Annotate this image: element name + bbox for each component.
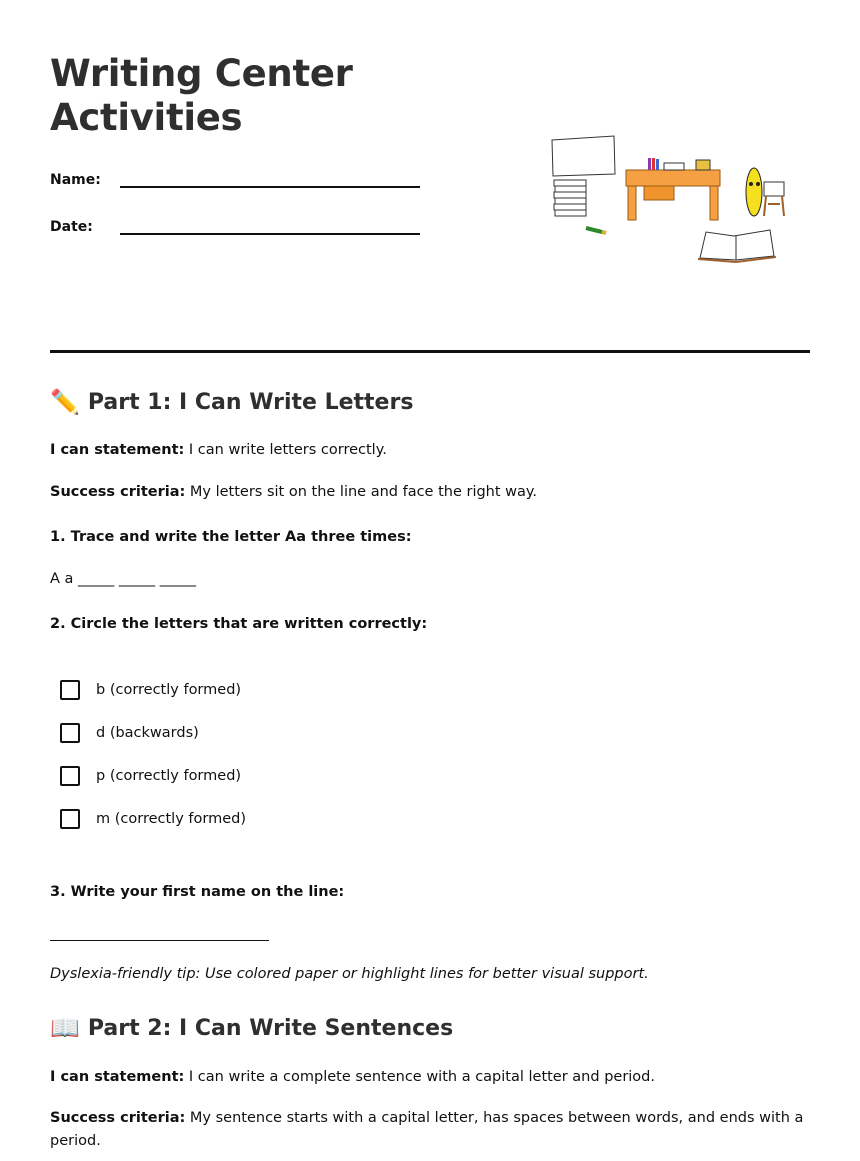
date-label: Date: <box>50 219 93 235</box>
part1-criteria-label: Success criteria: <box>50 484 186 500</box>
option-item <box>60 723 199 743</box>
name-line[interactable] <box>120 166 420 188</box>
part2-title: Part 2: I Can Write Sentences <box>87 1015 454 1041</box>
part2-statement-label: I can statement: <box>50 1069 185 1085</box>
section-divider <box>50 350 810 353</box>
part2-heading <box>50 1014 453 1042</box>
option-label: b (correctly formed) <box>96 682 242 698</box>
page-title <box>50 52 353 140</box>
option-item <box>60 809 246 829</box>
part1-criteria-text: My letters sit on the line and face the right way. <box>185 484 538 500</box>
part1-heading <box>50 388 413 416</box>
name-label: Name: <box>50 172 101 188</box>
question-1: 1. Trace and write the letter Aa three times: <box>50 529 412 545</box>
part2-criteria <box>50 1107 810 1153</box>
part1-title: Part 1: I Can Write Letters <box>87 389 414 415</box>
option-item <box>60 766 241 786</box>
part2-criteria-label: Success criteria: <box>50 1110 186 1126</box>
option-label: m (correctly formed) <box>96 811 246 827</box>
option-label: p (correctly formed) <box>96 768 242 784</box>
part2-statement <box>50 1066 810 1089</box>
checkbox[interactable] <box>60 723 80 743</box>
part1-criteria <box>50 481 810 504</box>
title-line-2: Activities <box>50 96 243 139</box>
name-field-row <box>50 166 420 188</box>
question-3: 3. Write your first name on the line: <box>50 884 345 900</box>
part1-statement-label: I can statement: <box>50 442 185 458</box>
first-name-line[interactable] <box>50 940 269 941</box>
open-book-icon: 📖 <box>50 1014 80 1042</box>
title-line-1: Writing Center <box>50 52 353 95</box>
question-1-answer: A a _____ _____ _____ <box>50 571 196 587</box>
checkbox[interactable] <box>60 809 80 829</box>
classroom-clipart <box>548 132 788 264</box>
part1-statement-text: I can write letters correctly. <box>184 442 387 458</box>
part2-criteria-text: My sentence starts with a capital letter, has spaces between words, and ends with a period. <box>50 1110 804 1149</box>
pencil-icon: ✏️ <box>50 388 80 416</box>
dyslexia-tip: Dyslexia-friendly tip: Use colored paper or highlight lines for better visual support. <box>50 966 649 982</box>
checkbox[interactable] <box>60 680 80 700</box>
date-field-row <box>50 213 420 235</box>
question-2: 2. Circle the letters that are written correctly: <box>50 616 428 632</box>
date-line[interactable] <box>120 213 420 235</box>
checkbox[interactable] <box>60 766 80 786</box>
option-label: d (backwards) <box>96 725 199 741</box>
part1-statement <box>50 439 810 462</box>
option-item <box>60 680 241 700</box>
part2-statement-text: I can write a complete sentence with a capital letter and period. <box>184 1069 655 1085</box>
